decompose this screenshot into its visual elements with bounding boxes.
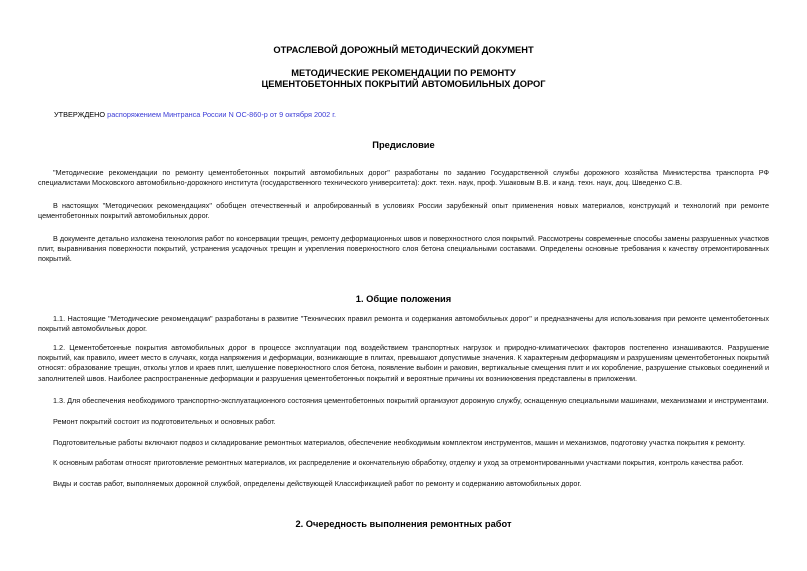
approval-prefix: УТВЕРЖДЕНО [54,110,106,119]
document-title-line-2: ЦЕМЕНТОБЕТОННЫХ ПОКРЫТИЙ АВТОМОБИЛЬНЫХ ДОРОГ [261,79,546,89]
section-1-paragraph-repair-composition: Ремонт покрытий состоит из подготовительных и основных работ. [53,417,276,426]
document-type-heading: ОТРАСЛЕВОЙ ДОРОЖНЫЙ МЕТОДИЧЕСКИЙ ДОКУМЕНТ [273,45,534,55]
section-1-paragraph-1-1: 1.1. Настоящие "Методические рекомендации" разработаны в развитие "Технических правил ремонта и содержания автомобильных дорог" и предназначены для использования при ремонте цементобетонных покрытий автомобильных дорог. [38,314,769,334]
section-1-paragraph-1-3: 1.3. Для обеспечения необходимого транспортно-эксплуатационного состояния цементобетонных покрытий организуют дорожную службу, оснащенную специальными машинами, механизмами и инструментами. [53,396,769,405]
approval-order-link[interactable]: распоряжением Минтранса России N ОС-860-р от 9 октября 2002 г. [107,110,337,119]
section-1-title: 1. Общие положения [355,294,452,304]
section-1-paragraph-1-2: 1.2. Цементобетонные покрытия автомобильных дорог в процессе эксплуатации под воздействием транспортных нагрузок и природно-климатических факторов постепенно изнашиваются. Разрушение покрытий, как правило, имеет место в случаях, когда напряжения и деформации, возникающие в плитах, превышают допустимые значения. К характерным деформациям и разрушениям цементобетонных покрытий относят: образование трещин, отколы углов и краев плит, шелушение поверхностного слоя бетона, появление выбоин и раковин, вертикальные смещения плит и их коробление, разрушение стыковых соединений и заполнителей швов. Наиболее распространенные деформации и разрушения цементобетонных покрытий и вероятные причины их возникновения представлены в приложении. [38,343,769,383]
section-1-paragraph-preparatory-works: Подготовительные работы включают подвоз и складирование ремонтных материалов, обеспечение необходимым комплектом инструментов, машин и механизмов, подготовку участка покрытия к ремонту. [53,438,746,447]
section-2-title: 2. Очередность выполнения ремонтных работ [295,519,512,529]
foreword-paragraph-3: В документе детально изложена технология работ по консервации трещин, ремонту деформационных швов и поверхностного слоя покрытий. Рассмотрены современные способы замены разрушенных участков плит, выравнивания поверхности покрытий, устранения усадочных трещин и укрепления поверхностного слоя бетона специальными составами. Определены основные требования к качеству отремонтированных покрытий. [38,234,769,264]
section-1-paragraph-work-types: Виды и состав работ, выполняемых дорожной службой, определены действующей Классификацией работ по ремонту и содержанию автомобильных дорог. [53,479,582,488]
foreword-paragraph-1: "Методические рекомендации по ремонту цементобетонных покрытий автомобильных дорог" разработаны по заданию Государственной службы дорожного хозяйства Министерства транспорта РФ специалистами Московского автомобильно-дорожного института (государственного технического университета): докт. техн. наук, проф. Ушаковым В.В. и канд. техн. наук, доц. Шведенко С.В. [38,168,769,188]
foreword-paragraph-2: В настоящих "Методических рекомендациях" обобщен отечественный и апробированный в условиях России зарубежный опыт применения новых материалов, конструкций и технологий при ремонте цементобетонных покрытий автомобильных дорог. [38,201,769,221]
foreword-title: Предисловие [372,140,435,150]
document-title-line-1: МЕТОДИЧЕСКИЕ РЕКОМЕНДАЦИИ ПО РЕМОНТУ [291,68,516,78]
approval-line [54,110,336,120]
section-1-paragraph-main-works: К основным работам относят приготовление ремонтных материалов, их распределение и окончательную обработку, отделку и уход за отремонтированными участками покрытия, контроль качества работ. [53,458,744,467]
